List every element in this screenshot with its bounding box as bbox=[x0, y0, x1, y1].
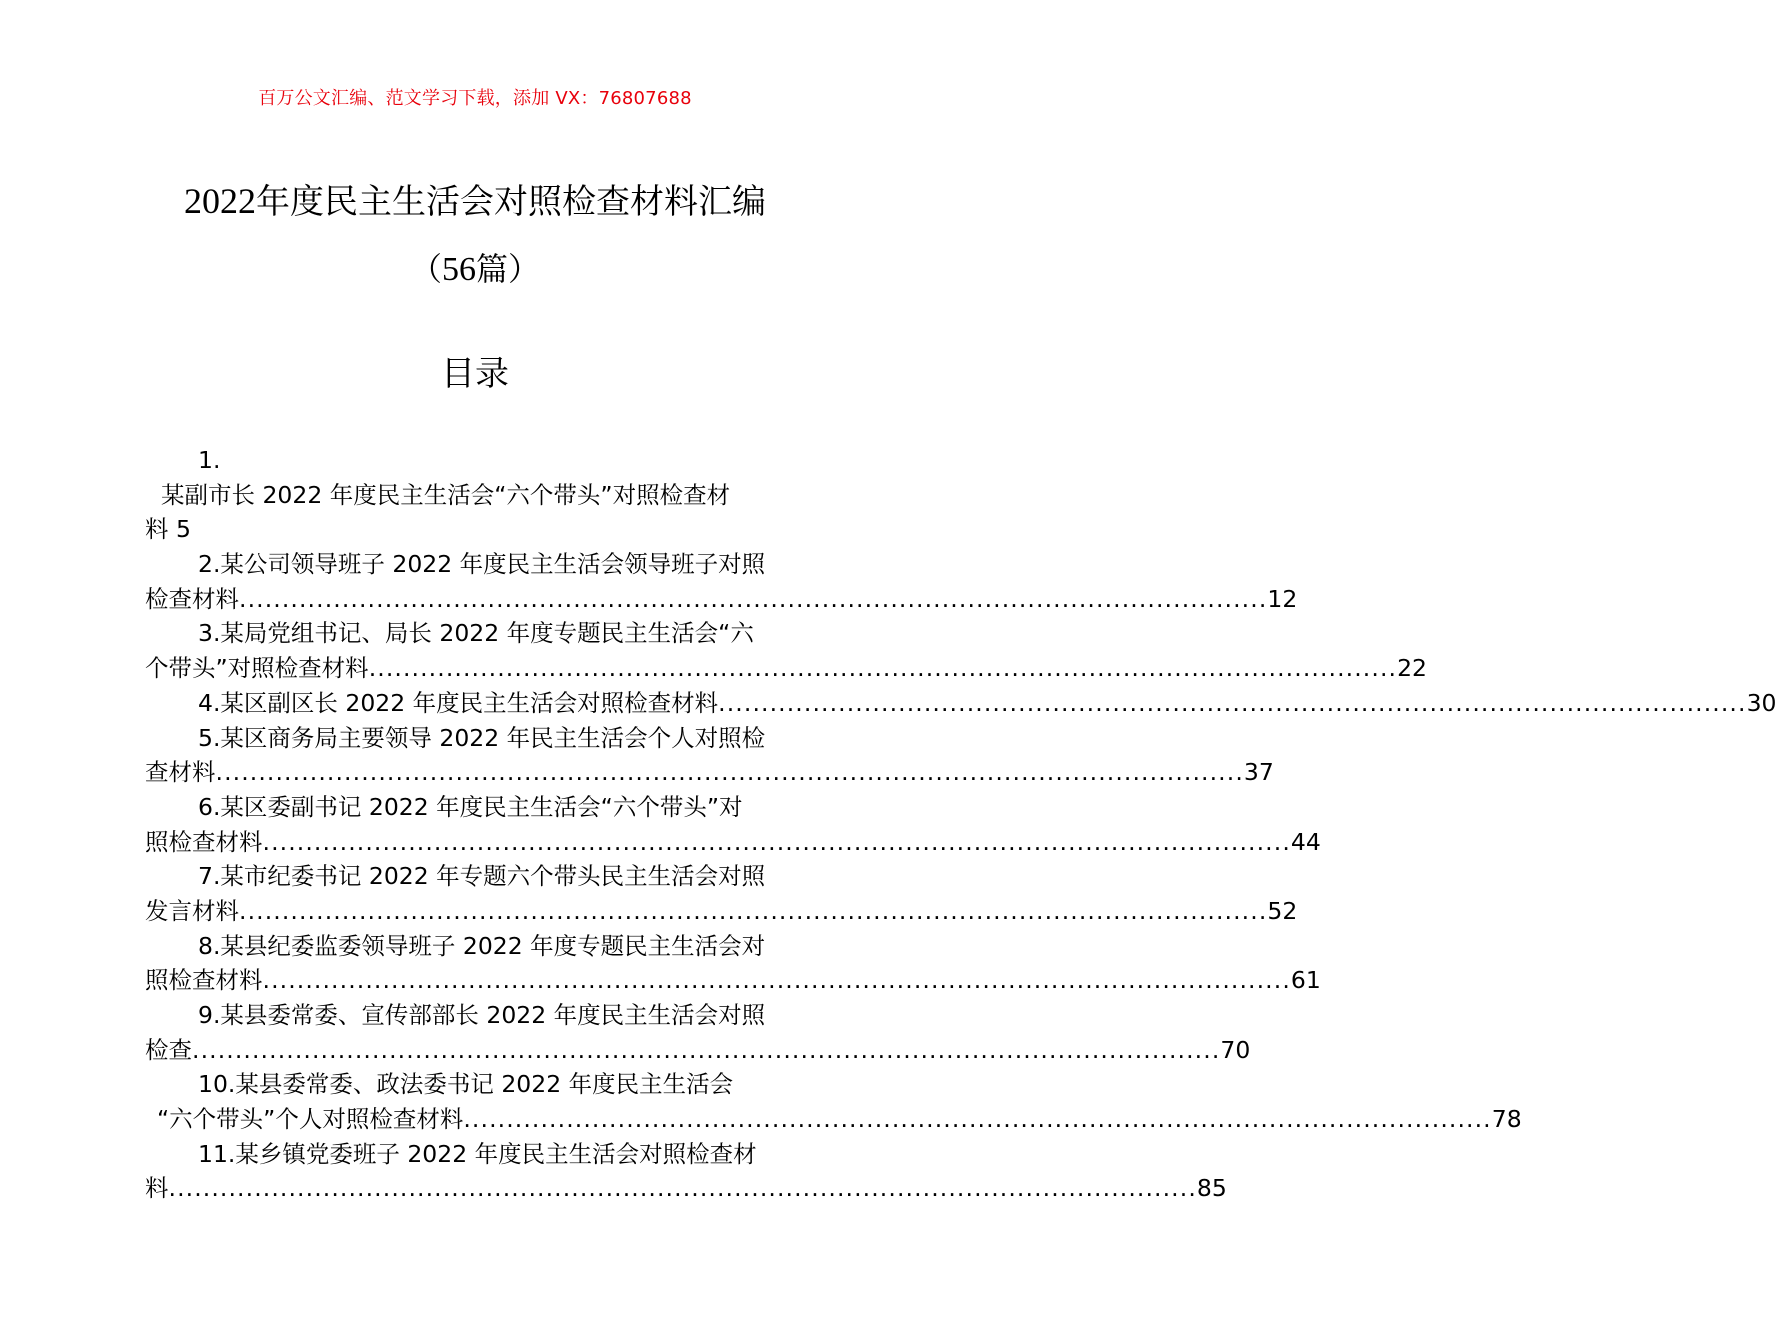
toc-entry-title: 5.某区商务局主要领导 2022 年民主生活会个人对照检 bbox=[198, 723, 766, 752]
toc-entry-title: 10.某县委常委、政法委书记 2022 年度民主生活会 bbox=[198, 1070, 734, 1099]
table-of-contents bbox=[145, 443, 1776, 1206]
toc-page-number: 12 bbox=[1267, 584, 1298, 613]
leader-dots: ........................................................................................................................ bbox=[463, 1105, 1492, 1134]
toc-entry-5[interactable] bbox=[145, 721, 1274, 790]
leader-dots: ........................................................................................................................ bbox=[215, 758, 1244, 787]
toc-entry-7[interactable] bbox=[145, 859, 1298, 928]
toc-entry-11[interactable] bbox=[145, 1137, 1227, 1206]
toc-entry-title: 3.某局党组书记、局长 2022 年度专题民主生活会“六 bbox=[198, 619, 754, 648]
leader-dots: ........................................................................................................................ bbox=[262, 827, 1291, 856]
toc-entry-3[interactable] bbox=[145, 616, 1427, 685]
title-text: 年度民主生活会对照检查材料汇编 bbox=[256, 182, 766, 222]
toc-entry-title: 7.某市纪委书记 2022 年专题六个带头民主生活会对照 bbox=[198, 862, 766, 891]
toc-entry-title: 6.某区委副书记 2022 年度民主生活会“六个带头”对 bbox=[198, 792, 743, 821]
subtitle-unit: 篇 bbox=[475, 250, 508, 288]
toc-entry-title: 8.某县纪委监委领导班子 2022 年度专题民主生活会对 bbox=[198, 931, 766, 960]
toc-entry-title: 4.某区副区长 2022 年度民主生活会对照检查材料 bbox=[198, 688, 719, 717]
leader-dots: ........................................................................................................................ bbox=[239, 896, 1268, 925]
toc-entry-4[interactable] bbox=[145, 686, 1776, 721]
document-subtitle bbox=[0, 246, 950, 293]
toc-entry-title-cont: 照检查材料 bbox=[145, 827, 263, 856]
toc-entry-9[interactable] bbox=[145, 998, 1251, 1067]
toc-entry-title: 2.某公司领导班子 2022 年度民主生活会领导班子对照 bbox=[198, 550, 766, 579]
toc-entry-2[interactable] bbox=[145, 547, 1298, 616]
toc-entry-1[interactable] bbox=[145, 443, 805, 547]
subtitle-count: 56 bbox=[441, 251, 476, 288]
toc-entry-title: 某副市长 2022 年度民主生活会“六个带头”对照检查材 bbox=[161, 480, 731, 509]
leader-dots: ........................................................................................................................ bbox=[718, 688, 1747, 717]
document-title bbox=[0, 178, 950, 225]
toc-entry-title: 11.某乡镇党委班子 2022 年度民主生活会对照检查材 bbox=[198, 1139, 757, 1168]
toc-entry-title-cont: 料 5 bbox=[145, 515, 191, 544]
toc-entry-title-cont: 料 bbox=[145, 1174, 169, 1203]
toc-entry-8[interactable] bbox=[145, 929, 1321, 998]
toc-page-number: 70 bbox=[1220, 1035, 1251, 1064]
leader-dots: ........................................................................................................................ bbox=[192, 1035, 1221, 1064]
toc-entry-title-cont: 发言材料 bbox=[145, 896, 239, 925]
leader-dots: ........................................................................................................................ bbox=[368, 654, 1398, 683]
toc-page-number: 85 bbox=[1196, 1174, 1227, 1203]
leader-dots: ........................................................................................................................ bbox=[239, 584, 1268, 613]
toc-entry-title-cont: 查材料 bbox=[145, 758, 216, 787]
toc-entry-title-cont: 检查材料 bbox=[145, 584, 239, 613]
toc-heading: 目录 bbox=[441, 354, 509, 394]
toc-page-number: 61 bbox=[1290, 966, 1321, 995]
toc-page-number: 44 bbox=[1290, 827, 1321, 856]
toc-page-number: 52 bbox=[1267, 896, 1298, 925]
toc-entry-6[interactable] bbox=[145, 790, 1321, 859]
leader-dots: ........................................................................................................................ bbox=[168, 1174, 1197, 1203]
toc-entry-10[interactable] bbox=[145, 1067, 1522, 1136]
toc-entry-title-cont: “六个带头”个人对照检查材料 bbox=[157, 1105, 464, 1134]
toc-entry-title-cont: 个带头”对照检查材料 bbox=[145, 654, 369, 683]
toc-page-number: 30 bbox=[1746, 688, 1776, 717]
subtitle-close: ） bbox=[508, 250, 541, 288]
toc-entry-number: 1. bbox=[198, 446, 221, 474]
toc-entry-title: 9.某县委常委、宣传部部长 2022 年度民主生活会对照 bbox=[198, 1001, 766, 1029]
header-note: 百万公文汇编、范文学习下载，添加 VX：76807688 bbox=[258, 88, 692, 109]
leader-dots: ........................................................................................................................ bbox=[262, 966, 1291, 995]
toc-entry-title-cont: 检查 bbox=[145, 1035, 192, 1064]
toc-entry-title-cont: 照检查材料 bbox=[145, 966, 263, 995]
subtitle-open: （ bbox=[409, 250, 442, 288]
toc-page-number: 22 bbox=[1397, 654, 1427, 683]
toc-page-number: 78 bbox=[1491, 1105, 1522, 1134]
toc-page-number: 37 bbox=[1243, 758, 1274, 787]
title-year: 2022 bbox=[184, 181, 256, 221]
